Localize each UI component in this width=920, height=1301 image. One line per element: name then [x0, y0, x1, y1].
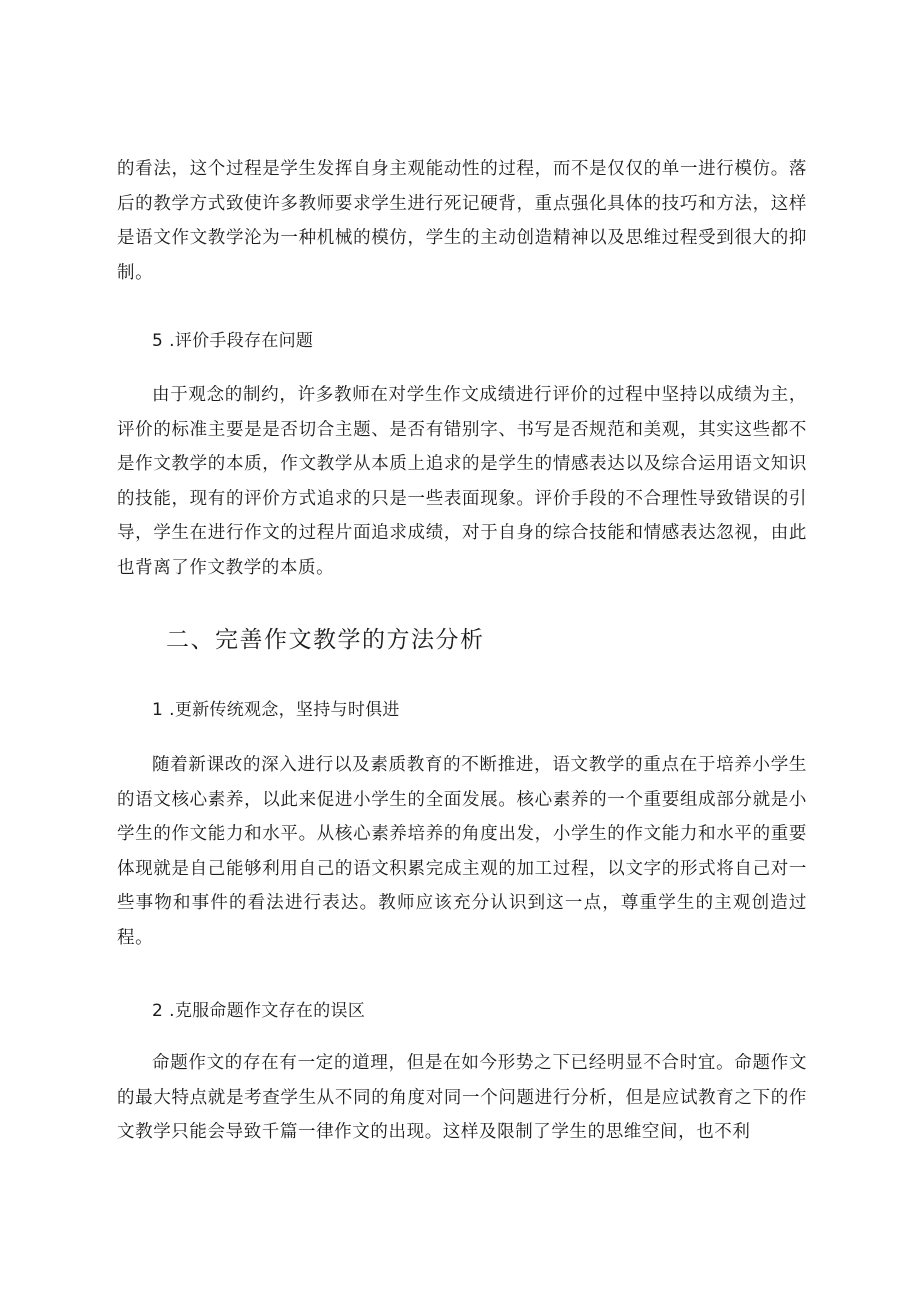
subsection-1-title: .更新传统观念，坚持与时俱进 — [169, 700, 400, 720]
paragraph-evaluation: 由于观念的制约，许多教师在对学生作文成绩进行评价的过程中坚持以成绩为主，评价的标准主要是是否切合主题、是否有错别字、书写是否规范和美观，其实这些都不是作文教学的本质，作文教学从本质上追求的是学生的情感表达以及综合运用语文知识的技能，现有的评价方式追求的只是一些表面现象。评价手段的不合理性导致错误的引导，学生在进行作文的过程片面追求成绩，对于自身的综合技能和情感表达忽视，由此也背离了作文教学的本质。 — [117, 385, 807, 578]
subsection-2-heading — [152, 999, 365, 1023]
subsection-5-heading — [152, 329, 313, 353]
subsection-1-heading — [152, 698, 400, 722]
subsection-2-number: 2 — [152, 1001, 164, 1021]
subsection-2-title: .克服命题作文存在的误区 — [169, 1001, 366, 1021]
subsection-1-number: 1 — [152, 700, 164, 720]
section-2-heading: 二、完善作文教学的方法分析 — [166, 627, 485, 653]
paragraph-proposition-essay: 命题作文的存在有一定的道理，但是在如今形势之下已经明显不合时宜。命题作文的最大特点就是考查学生从不同的角度对同一个问题进行分析，但是应试教育之下的作文教学只能会导致千篇一律作文的出现。这样及限制了学生的思维空间，也不利 — [117, 1053, 807, 1142]
continuation-paragraph: 的看法，这个过程是学生发挥自身主观能动性的过程，而不是仅仅的单一进行模仿。落后的教学方式致使许多教师要求学生进行死记硬背，重点强化具体的技巧和方法，这样是语文作文教学沦为一种机械的模仿，学生的主动创造精神以及思维过程受到很大的抑制。 — [117, 159, 807, 283]
subsection-5-title: .评价手段存在问题 — [169, 331, 314, 351]
paragraph-update-concepts: 随着新课改的深入进行以及素质教育的不断推进，语文教学的重点在于培养小学生的语文核心素养，以此来促进小学生的全面发展。核心素养的一个重要组成部分就是小学生的作文能力和水平。从核心素养培养的角度出发，小学生的作文能力和水平的重要体现就是自己能够利用自己的语文积累完成主观的加工过程，以文字的形式将自己对一些事物和事件的看法进行表达。教师应该充分认识到这一点，尊重学生的主观创造过程。 — [117, 755, 807, 948]
subsection-5-number: 5 — [152, 331, 164, 351]
